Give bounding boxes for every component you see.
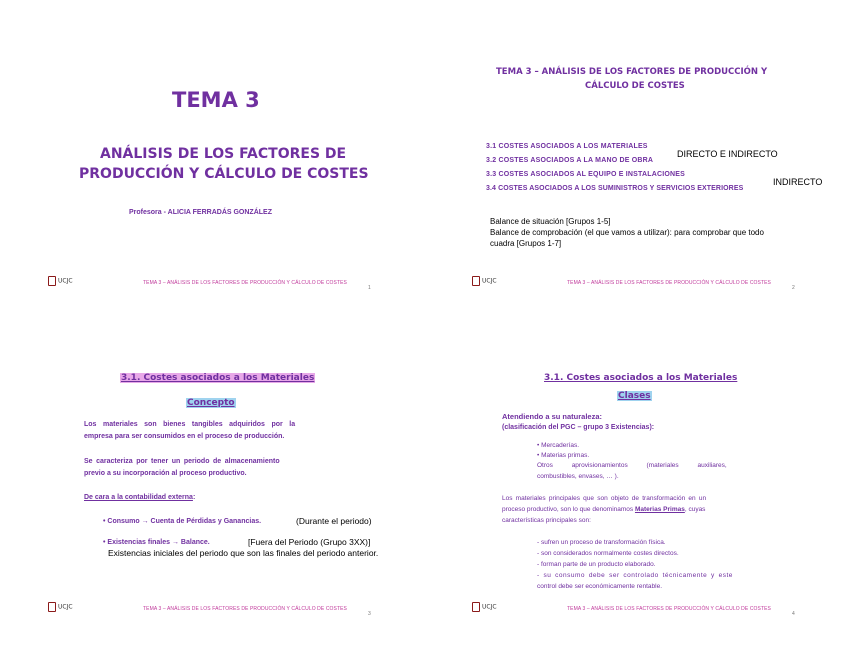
slide4-other-line1: Otros aprovisionamientos (materiales auxiliares, (537, 462, 727, 469)
logo (48, 276, 73, 286)
slide1-footer: TEMA 3 – ANÁLISIS DE LOS FACTORES DE PRODUCCIÓN Y CÁLCULO DE COSTES (143, 280, 347, 286)
slide3-accounting-colon: : (192, 494, 196, 501)
slide4-feature-5: control debe ser económicamente rentable. (537, 583, 663, 590)
slide2-footer: TEMA 3 – ANÁLISIS DE LOS FACTORES DE PRODUCCIÓN Y CÁLCULO DE COSTES (567, 280, 771, 286)
slide2-item-3: 3.3 COSTES ASOCIADOS AL EQUIPO E INSTALACIONES (486, 171, 686, 178)
slide4-list-item-1: • Mercaderías. (537, 442, 580, 449)
slide4-main-line2 (502, 506, 705, 513)
slide1-professor: Profesora - ALICIA FERRADÁS GONZÁLEZ (129, 209, 272, 216)
slide2-item-2: 3.2 COSTES ASOCIADOS A LA MANO DE OBRA (486, 157, 654, 164)
slide3-bullet-1-note: (Durante el periodo) (296, 516, 372, 526)
slide2-item-4: 3.4 COSTES ASOCIADOS A LOS SUMINISTROS Y SERVICIOS EXTERIORES (486, 185, 744, 192)
slide3-bullet-2-note: [Fuera del Periodo (Grupo 3XX)] (248, 537, 371, 547)
logo (472, 276, 497, 286)
slide4-main-line2-c: , cuyas (684, 506, 706, 513)
slide3-footer: TEMA 3 – ANÁLISIS DE LOS FACTORES DE PRODUCCIÓN Y CÁLCULO DE COSTES (143, 606, 347, 612)
slide2-title-line1: TEMA 3 – ANÁLISIS DE LOS FACTORES DE PRODUCCIÓN Y (496, 67, 768, 77)
slide3-accounting-label: De cara a la contabilidad externa (84, 494, 193, 501)
slide4-feature-1: - sufren un proceso de transformación física. (537, 539, 666, 546)
slide4-footer: TEMA 3 – ANÁLISIS DE LOS FACTORES DE PRODUCCIÓN Y CÁLCULO DE COSTES (567, 606, 771, 612)
slide1-subtitle-line1: ANÁLISIS DE LOS FACTORES DE (100, 146, 347, 162)
slide-1 (0, 0, 424, 327)
slide2-title-line2: CÁLCULO DE COSTES (585, 81, 685, 91)
logo-icon (48, 602, 56, 612)
logo-text: UCJC (482, 603, 497, 611)
slide4-list-item-2: • Materias primas. (537, 452, 590, 459)
slide4-main-line3: características principales son: (502, 517, 591, 524)
slide4-nature-line1: Atendiendo a su naturaleza: (502, 412, 603, 421)
slide4-feature-2: - son considerados normalmente costes directos. (537, 550, 679, 557)
slide-3 (0, 328, 424, 655)
logo-icon (472, 602, 480, 612)
slide3-bullet-2: • Existencias finales → Balance. (103, 539, 210, 546)
slide4-feature-3: - forman parte de un producto elaborado. (537, 561, 656, 568)
slide3-para2-line2: previo a su incorporación al proceso productivo. (84, 470, 247, 477)
slide2-page-number: 2 (792, 285, 795, 291)
slide1-page-number: 1 (368, 285, 371, 291)
slide4-main-line1: Los materiales principales que son objeto de transformación en un (502, 495, 707, 502)
slide3-title: 3.1. Costes asociados a los Materiales (121, 373, 315, 383)
slide4-page-number: 4 (792, 611, 795, 617)
logo-text: UCJC (58, 277, 73, 285)
slide1-title: TEMA 3 (172, 88, 260, 112)
slide4-title: 3.1. Costes asociados a los Materiales (544, 373, 738, 383)
slide3-subtitle: Concepto (187, 398, 235, 408)
logo-text: UCJC (58, 603, 73, 611)
slide-4 (424, 328, 848, 655)
slide4-subtitle: Clases (618, 391, 651, 401)
slide2-note-indirect: INDIRECTO (773, 177, 823, 187)
slide2-note-direct: DIRECTO E INDIRECTO (677, 149, 778, 159)
slide4-other-line2: combustibles, envases, … ). (537, 473, 619, 480)
logo (48, 602, 73, 612)
slide3-bullet-1: • Consumo → Cuenta de Pérdidas y Ganancias. (103, 518, 262, 525)
slide3-accounting-heading (84, 494, 195, 501)
slide4-materias-primas: Materias Primas (634, 506, 685, 513)
slide2-balance-line1: Balance de situación [Grupos 1-5] (490, 217, 611, 226)
slide3-para2-line1: Se caracteriza por tener un periodo de almacenamiento (84, 458, 280, 465)
slide4-feature-4: - su consumo debe ser controlado técnicamente y este (537, 572, 733, 579)
slide4-main-line2-a: proceso productivo, son lo que denominamos (502, 506, 635, 513)
slide3-page-number: 3 (368, 611, 371, 617)
slide3-para1-line1: Los materiales son bienes tangibles adquiridos por la (84, 421, 296, 428)
slide4-nature-line2: (clasificación del PGC – grupo 3 Existencias): (502, 424, 655, 431)
slide3-para1-line2: empresa para ser consumidos en el proceso de producción. (84, 433, 285, 440)
logo-text: UCJC (482, 277, 497, 285)
logo-icon (472, 276, 480, 286)
slide-2 (424, 0, 848, 327)
slide2-item-1: 3.1 COSTES ASOCIADOS A LOS MATERIALES (486, 143, 648, 150)
slide3-bullet-2-extra: Existencias iniciales del periodo que son las finales del periodo anterior. (108, 548, 379, 558)
logo (472, 602, 497, 612)
slide1-subtitle-line2: PRODUCCIÓN Y CÁLCULO DE COSTES (79, 166, 369, 182)
logo-icon (48, 276, 56, 286)
slide2-balance-line2: Balance de comprobación (el que vamos a utilizar): para comprobar que todo (490, 228, 764, 237)
slide2-balance-line3: cuadra [Grupos 1-7] (490, 239, 562, 248)
